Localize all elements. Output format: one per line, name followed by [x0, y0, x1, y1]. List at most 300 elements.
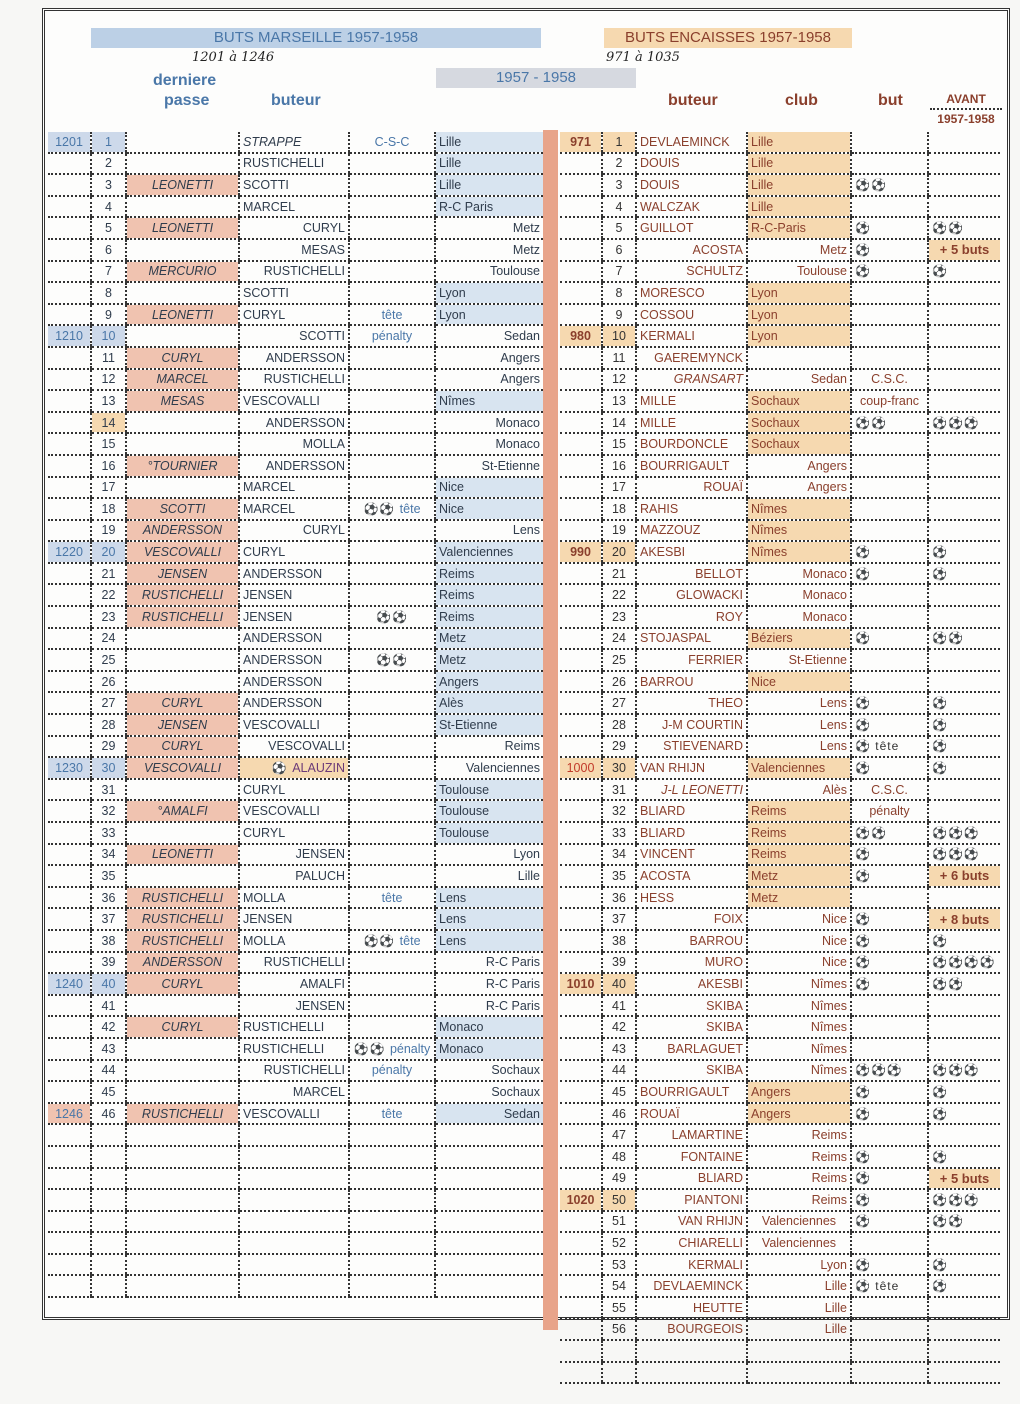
cumulative-goal-number: 1201 [48, 132, 91, 153]
opponent-club: Lens [747, 736, 851, 758]
cumulative-goal-number [48, 153, 91, 175]
last-pass: RUSTICHELLI [126, 887, 239, 909]
goal-type [349, 132, 435, 153]
opponent-scorer: HEUTTE [636, 1297, 747, 1319]
season-goal-number: 14 [91, 412, 126, 434]
opponent-club: Lille [747, 1319, 851, 1341]
empty-row [48, 1124, 543, 1146]
empty-cell [435, 1189, 543, 1211]
goal-detail [851, 606, 928, 628]
goal-type [349, 844, 435, 866]
scorer [239, 908, 349, 930]
last-pass: MARCEL [126, 369, 239, 391]
conceded-goal-row [560, 995, 1000, 1017]
opponent-club: R-C Paris [435, 995, 543, 1017]
cumulative-conceded-number [560, 304, 602, 326]
marseille-goals-title: BUTS MARSEILLE 1957-1958 [91, 28, 541, 48]
season-goal-number: 30 [91, 757, 126, 779]
goal-detail [851, 1232, 928, 1254]
previous-season-goals [928, 649, 1000, 671]
opponent-club: Lyon [747, 304, 851, 326]
goal-type [349, 282, 435, 304]
empty-cell [239, 1146, 349, 1168]
opponent-scorer: VINCENT [636, 844, 747, 866]
scorer-name: JENSEN [243, 912, 293, 927]
conceded-goal-row [560, 757, 1000, 779]
conceded-goal-number: 56 [602, 1319, 636, 1341]
previous-season-goals [928, 1297, 1000, 1319]
empty-cell [48, 1146, 91, 1168]
conceded-goal-row [560, 325, 1000, 347]
previous-season-goals: ⚽⚽ [928, 628, 1000, 650]
cumulative-goal-number [48, 649, 91, 671]
scorer [239, 973, 349, 995]
previous-season-goals: ⚽ [928, 930, 1000, 952]
marseille-goal-row [48, 541, 543, 563]
scorer [239, 304, 349, 326]
conceded-goal-row [560, 736, 1000, 758]
scorer-name: CURYL [302, 523, 345, 538]
goal-type [349, 412, 435, 434]
season-goal-number: 37 [91, 908, 126, 930]
opponent-club: Alès [747, 779, 851, 801]
season-goal-number: 27 [91, 692, 126, 714]
cumulative-conceded-number [560, 822, 602, 844]
last-pass: CURYL [126, 347, 239, 369]
conceded-goal-row [560, 1060, 1000, 1082]
opponent-club: Reims [435, 736, 543, 758]
season-goal-number: 46 [91, 1103, 126, 1125]
marseille-goal-row [48, 628, 543, 650]
opponent-scorer: SKIBA [636, 995, 747, 1017]
marseille-goal-row [48, 563, 543, 585]
goal-detail: ⚽ [851, 844, 928, 866]
previous-season-goals [928, 1232, 1000, 1254]
conceded-goal-number: 28 [602, 714, 636, 736]
goal-detail: ⚽ [851, 1211, 928, 1233]
goal-type-label: pénalty [389, 1041, 431, 1056]
cumulative-conceded-number [560, 1297, 602, 1319]
goal-type [349, 498, 435, 520]
opponent-club: Angers [747, 1081, 851, 1103]
cumulative-goal-number [48, 887, 91, 909]
previous-season-goals [928, 1319, 1000, 1341]
scorer-name: RUSTICHELLI [243, 1041, 325, 1056]
empty-cell [349, 1168, 435, 1190]
opponent-scorer: HESS [636, 887, 747, 909]
conceded-goal-row [560, 282, 1000, 304]
opponent-club: Monaco [747, 563, 851, 585]
conceded-goal-number: 17 [602, 477, 636, 499]
marseille-goal-row [48, 973, 543, 995]
previous-season-goals: ⚽⚽⚽ [928, 1060, 1000, 1082]
opponent-scorer: SKIBA [636, 1016, 747, 1038]
scorer-name: RUSTICHELLI [263, 1063, 345, 1078]
conceded-goal-number: 24 [602, 628, 636, 650]
opponent-club: Nîmes [747, 973, 851, 995]
opponent-scorer: CHIARELLI [636, 1232, 747, 1254]
cumulative-conceded-number [560, 692, 602, 714]
last-pass [126, 1038, 239, 1060]
cumulative-goal-number [48, 628, 91, 650]
conceded-goal-number: 48 [602, 1146, 636, 1168]
last-pass: LEONETTI [126, 304, 239, 326]
opponent-scorer: STOJASPAL [636, 628, 747, 650]
opponent-scorer: J-M COURTIN [636, 714, 747, 736]
marseille-goal-row [48, 757, 543, 779]
goal-type [349, 541, 435, 563]
empty-cell [239, 1189, 349, 1211]
scorer-name: VESCOVALLI [243, 1106, 320, 1121]
conceded-goal-number: 37 [602, 908, 636, 930]
cumulative-goal-number [48, 692, 91, 714]
cumulative-conceded-number [560, 1103, 602, 1125]
opponent-club: Sedan [435, 1103, 543, 1125]
marseille-goal-row [48, 1081, 543, 1103]
goal-type [349, 217, 435, 239]
conceded-goal-row [560, 390, 1000, 412]
last-pass: MESAS [126, 390, 239, 412]
marseille-goal-row [48, 692, 543, 714]
last-pass: VESCOVALLI [126, 757, 239, 779]
season-goal-number: 22 [91, 584, 126, 606]
last-pass [126, 1081, 239, 1103]
goal-type [349, 1016, 435, 1038]
goal-detail: ⚽ [851, 628, 928, 650]
opponent-scorer: FERRIER [636, 649, 747, 671]
opponent-club: Lyon [747, 282, 851, 304]
scorer [239, 952, 349, 974]
goal-detail [851, 1038, 928, 1060]
previous-season-goals [928, 477, 1000, 499]
marseille-goal-row [48, 412, 543, 434]
opponent-club: Nice [747, 671, 851, 693]
goal-detail [851, 433, 928, 455]
scorer [239, 153, 349, 175]
cumulative-goal-number [48, 433, 91, 455]
marseille-goal-row [48, 779, 543, 801]
scorer-name: ANDERSSON [243, 696, 323, 711]
opponent-scorer: SKIBA [636, 1060, 747, 1082]
marseille-goals-table [48, 132, 543, 1298]
scorer [239, 412, 349, 434]
opponent-club: Reims [747, 1146, 851, 1168]
scorer-name: JENSEN [295, 847, 345, 862]
last-pass [126, 412, 239, 434]
opponent-club: St-Etienne [435, 714, 543, 736]
opponent-scorer: VAN RHIJN [636, 757, 747, 779]
empty-cell [349, 1254, 435, 1276]
previous-season-goals [928, 779, 1000, 801]
opponent-club: Monaco [435, 433, 543, 455]
goal-type [349, 239, 435, 261]
opponent-club: Reims [747, 800, 851, 822]
conceded-goal-number: 15 [602, 433, 636, 455]
empty-cell [636, 1362, 747, 1384]
opponent-club: Valenciennes [435, 541, 543, 563]
goal-detail [851, 347, 928, 369]
last-pass: CURYL [126, 973, 239, 995]
scorer [239, 520, 349, 542]
cumulative-conceded-number [560, 1060, 602, 1082]
opponent-scorer: DOUIS [636, 153, 747, 175]
cumulative-conceded-number [560, 671, 602, 693]
empty-cell [851, 1340, 928, 1362]
scorer-name: MOLLA [302, 437, 345, 452]
marseille-goal-row [48, 606, 543, 628]
previous-season-goals: ⚽ [928, 563, 1000, 585]
goal-type-label: tête [381, 1106, 403, 1121]
conceded-goal-row [560, 1319, 1000, 1341]
cumulative-conceded-number: 980 [560, 325, 602, 347]
scorer [239, 261, 349, 283]
empty-cell [349, 1232, 435, 1254]
cumulative-goal-number [48, 239, 91, 261]
goal-detail [851, 196, 928, 218]
empty-cell [349, 1189, 435, 1211]
conceded-goal-number: 40 [602, 973, 636, 995]
goal-type [349, 520, 435, 542]
conceded-goal-row [560, 1211, 1000, 1233]
cumulative-conceded-number [560, 1146, 602, 1168]
previous-season-goals [928, 196, 1000, 218]
goal-type [349, 649, 435, 671]
opponent-club: Lyon [747, 325, 851, 347]
conceded-goal-number: 29 [602, 736, 636, 758]
scorer-name: MARCEL [243, 501, 296, 516]
previous-season-goals: ⚽ [928, 714, 1000, 736]
conceded-goal-number: 25 [602, 649, 636, 671]
cumulative-conceded-number [560, 584, 602, 606]
opponent-club: Angers [747, 455, 851, 477]
empty-cell [48, 1168, 91, 1190]
previous-season-goals: ⚽⚽⚽ [928, 822, 1000, 844]
scorer-name: STRAPPE [243, 134, 302, 149]
goal-detail [851, 995, 928, 1017]
cumulative-conceded-number [560, 1168, 602, 1190]
cumulative-goal-number [48, 217, 91, 239]
empty-row [560, 1340, 1000, 1362]
opponent-club: Sochaux [435, 1060, 543, 1082]
scorer [239, 995, 349, 1017]
conceded-goal-number: 55 [602, 1297, 636, 1319]
season-goal-number: 39 [91, 952, 126, 974]
goal-detail: ⚽ [851, 1103, 928, 1125]
opponent-club: Sochaux [747, 412, 851, 434]
marseille-goal-row [48, 132, 543, 153]
previous-season-goals: ⚽⚽ [928, 1211, 1000, 1233]
empty-cell [48, 1211, 91, 1233]
cumulative-conceded-number [560, 1275, 602, 1297]
opponent-club: Nice [747, 908, 851, 930]
opponent-club: Reims [747, 1124, 851, 1146]
conceded-goals-title: BUTS ENCAISSES 1957-1958 [604, 28, 852, 48]
scorer [239, 477, 349, 499]
conceded-goal-row [560, 1038, 1000, 1060]
cumulative-goal-number [48, 563, 91, 585]
cumulative-conceded-number [560, 369, 602, 391]
goal-type [349, 174, 435, 196]
opponent-club: Angers [747, 477, 851, 499]
goal-detail [851, 477, 928, 499]
last-pass [126, 477, 239, 499]
last-pass: CURYL [126, 692, 239, 714]
cumulative-conceded-number [560, 390, 602, 412]
opponent-club: Monaco [435, 1038, 543, 1060]
goal-type-label: pénalty [371, 329, 413, 344]
opponent-scorer: FOIX [636, 908, 747, 930]
marseille-goal-row [48, 498, 543, 520]
goal-detail: ⚽ [851, 865, 928, 887]
conceded-goal-number: 36 [602, 887, 636, 909]
conceded-goal-number: 8 [602, 282, 636, 304]
opponent-club: Nîmes [747, 995, 851, 1017]
season-goal-number: 26 [91, 671, 126, 693]
goal-type-label: pénalty [371, 1063, 413, 1078]
conceded-goal-number: 10 [602, 325, 636, 347]
marseille-goal-row [48, 196, 543, 218]
empty-cell [239, 1275, 349, 1297]
opponent-club: Sedan [747, 369, 851, 391]
conceded-goal-row [560, 1146, 1000, 1168]
cumulative-conceded-number [560, 887, 602, 909]
empty-cell [435, 1124, 543, 1146]
previous-season-goals: ⚽⚽⚽ [928, 412, 1000, 434]
goal-detail [851, 325, 928, 347]
opponent-club: St-Etienne [435, 455, 543, 477]
conceded-goal-row [560, 261, 1000, 283]
goal-type [349, 584, 435, 606]
marseille-goal-row [48, 455, 543, 477]
opponent-club: Lens [747, 692, 851, 714]
season-goal-number: 11 [91, 347, 126, 369]
goal-detail: ⚽ [851, 541, 928, 563]
cumulative-conceded-number [560, 498, 602, 520]
goal-type [349, 973, 435, 995]
conceded-goal-number: 4 [602, 196, 636, 218]
opponent-scorer: J-L LEONETTI [636, 779, 747, 801]
goal-type [349, 390, 435, 412]
marseille-goal-row [48, 584, 543, 606]
marseille-goal-row [48, 390, 543, 412]
scorer-name: ALAUZIN [292, 761, 345, 776]
cumulative-conceded-number [560, 1211, 602, 1233]
season-goal-number: 34 [91, 844, 126, 866]
last-pass: CURYL [126, 1016, 239, 1038]
opponent-scorer: AKESBI [636, 973, 747, 995]
conceded-goal-number: 34 [602, 844, 636, 866]
scorer [239, 844, 349, 866]
goal-type [349, 304, 435, 326]
conceded-goal-row [560, 1016, 1000, 1038]
conceded-goal-row [560, 541, 1000, 563]
goal-detail [851, 498, 928, 520]
goal-type [349, 736, 435, 758]
empty-cell [48, 1232, 91, 1254]
opponent-scorer: BELLOT [636, 563, 747, 585]
goal-detail [851, 1319, 928, 1341]
opponent-club: Valenciennes [435, 757, 543, 779]
opponent-scorer: DEVLAEMINCK [636, 132, 747, 153]
cumulative-goal-number [48, 477, 91, 499]
scorer [239, 736, 349, 758]
conceded-goal-number: 30 [602, 757, 636, 779]
opponent-club: Lille [747, 132, 851, 153]
marseille-goal-row [48, 671, 543, 693]
cumulative-conceded-number [560, 196, 602, 218]
goal-detail: ⚽ [851, 973, 928, 995]
last-pass: °AMALFI [126, 800, 239, 822]
season-goal-number: 3 [91, 174, 126, 196]
empty-cell [239, 1211, 349, 1233]
empty-cell [48, 1254, 91, 1276]
goal-type [349, 325, 435, 347]
conceded-goal-row [560, 412, 1000, 434]
empty-cell [747, 1340, 851, 1362]
empty-cell [349, 1146, 435, 1168]
scorer [239, 563, 349, 585]
opponent-club: Lille [747, 196, 851, 218]
scorer-name: ANDERSSON [243, 631, 323, 646]
goal-detail [851, 671, 928, 693]
opponent-scorer: WALCZAK [636, 196, 747, 218]
cumulative-conceded-number [560, 455, 602, 477]
conceded-goal-number: 43 [602, 1038, 636, 1060]
previous-season-goals: ⚽ [928, 757, 1000, 779]
marseille-goal-row [48, 477, 543, 499]
opponent-scorer: GAEREMYNCK [636, 347, 747, 369]
goal-type [349, 692, 435, 714]
last-pass [126, 325, 239, 347]
opponent-club: Lyon [747, 1254, 851, 1276]
cumulative-conceded-number [560, 779, 602, 801]
opponent-scorer: THEO [636, 692, 747, 714]
opponent-scorer: SCHULTZ [636, 261, 747, 283]
season-goal-number: 24 [91, 628, 126, 650]
conceded-goal-row [560, 692, 1000, 714]
empty-cell [91, 1211, 126, 1233]
opponent-club: Alès [435, 692, 543, 714]
opponent-scorer: ROUAÏ [636, 1103, 747, 1125]
conceded-goal-number: 11 [602, 347, 636, 369]
last-pass [126, 153, 239, 175]
last-pass [126, 433, 239, 455]
opponent-club: Nice [435, 477, 543, 499]
goal-detail [851, 1016, 928, 1038]
col-header-avant [930, 92, 1002, 126]
goal-detail [851, 132, 928, 153]
scorer-name: MOLLA [243, 933, 286, 948]
empty-row [560, 1362, 1000, 1384]
goal-detail [851, 455, 928, 477]
opponent-scorer: ROUAÏ [636, 477, 747, 499]
previous-season-goals: + 5 buts [928, 1168, 1000, 1190]
opponent-club: Metz [435, 217, 543, 239]
cumulative-conceded-number: 1020 [560, 1189, 602, 1211]
empty-cell [48, 1189, 91, 1211]
marseille-goal-row [48, 1103, 543, 1125]
cumulative-conceded-number [560, 433, 602, 455]
football-icons: ⚽⚽ [363, 501, 400, 516]
opponent-club: Nice [747, 930, 851, 952]
goal-detail [851, 520, 928, 542]
goal-type-label: tête [399, 933, 421, 948]
conceded-goal-row [560, 649, 1000, 671]
goal-detail [851, 584, 928, 606]
opponent-club: Lens [435, 520, 543, 542]
cumulative-goal-number [48, 196, 91, 218]
season-goal-number: 6 [91, 239, 126, 261]
